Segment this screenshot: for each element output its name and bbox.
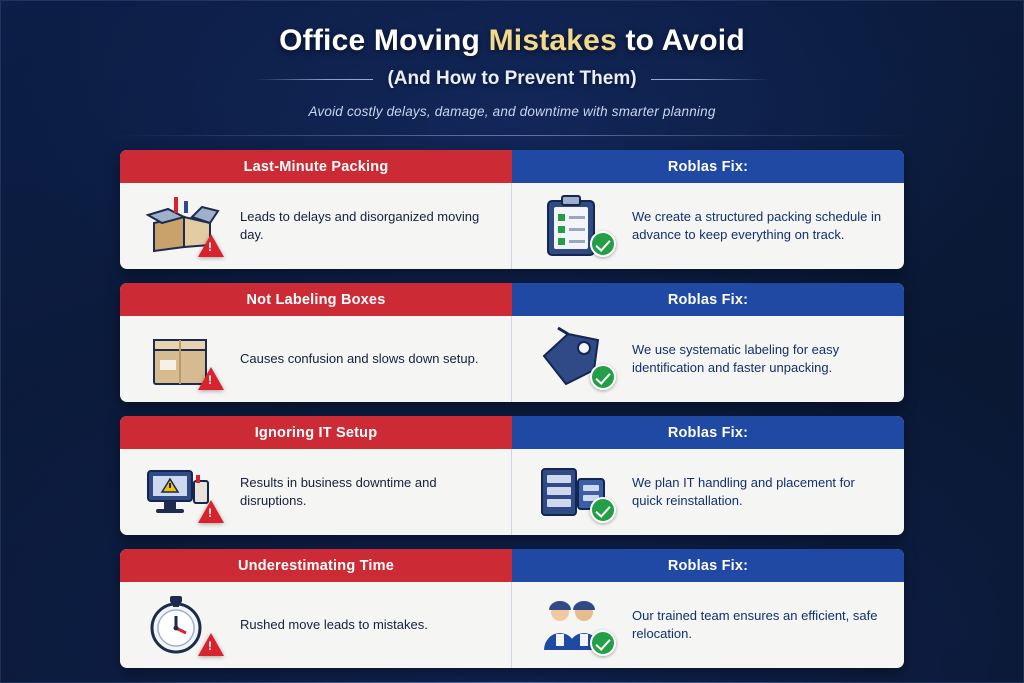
fix-title: Roblas Fix: [512, 416, 904, 449]
comparison-rows [14, 150, 1010, 668]
green-check-icon [590, 231, 616, 257]
fix-title: Roblas Fix: [512, 549, 904, 582]
title-part-2: to Avoid [616, 24, 745, 57]
row-body [120, 316, 904, 402]
row-header [120, 283, 904, 316]
price-tag-icon [532, 326, 618, 392]
server-rack-icon [532, 459, 618, 525]
mistake-cell [120, 449, 512, 535]
fix-text: We use systematic labeling for easy identification and faster unpacking. [632, 341, 840, 375]
mistake-title: Ignoring IT Setup [120, 416, 512, 449]
warning-triangle-icon [198, 367, 224, 390]
comparison-row [120, 150, 904, 269]
fix-cell [512, 582, 904, 668]
computer-monitor-icon [140, 459, 226, 525]
fix-title: Roblas Fix: [512, 150, 904, 183]
subtitle-row [14, 68, 1010, 90]
cardboard-box-icon [140, 326, 226, 392]
warning-triangle-icon [198, 500, 224, 523]
fix-text: Our trained team ensures an efficient, safe relocation. [632, 607, 878, 641]
title-highlight: Mistakes [488, 24, 617, 57]
green-check-icon [590, 497, 616, 523]
comparison-row [120, 549, 904, 668]
mistake-title: Not Labeling Boxes [120, 283, 512, 316]
fix-text: We plan IT handling and placement for quick reinstallation. [632, 474, 855, 508]
page-tagline: Avoid costly delays, damage, and downtime with smarter planning [308, 104, 716, 119]
clipboard-checklist-icon [532, 193, 618, 259]
mistake-cell [120, 582, 512, 668]
mistake-text: Results in business downtime and disruptions. [240, 474, 437, 508]
header-bottom-divider [112, 135, 912, 136]
row-header [120, 416, 904, 449]
movers-team-icon [532, 592, 618, 658]
row-body [120, 449, 904, 535]
mistake-text: Rushed move leads to mistakes. [240, 616, 428, 632]
mistake-title: Last-Minute Packing [120, 150, 512, 183]
fix-title: Roblas Fix: [512, 283, 904, 316]
mistake-text: Leads to delays and disorganized moving day. [240, 208, 480, 242]
divider-left [255, 79, 373, 80]
header [14, 14, 1010, 136]
comparison-row [120, 416, 904, 535]
fix-cell [512, 316, 904, 402]
mistake-cell [120, 183, 512, 269]
green-check-icon [590, 364, 616, 390]
divider-right [651, 79, 769, 80]
row-body [120, 582, 904, 668]
warning-triangle-icon [198, 234, 224, 257]
green-check-icon [590, 630, 616, 656]
fix-text: We create a structured packing schedule in advance to keep everything on track. [632, 208, 882, 242]
mistake-text: Causes confusion and slows down setup. [240, 350, 479, 366]
mistake-title: Underestimating Time [120, 549, 512, 582]
fix-cell [512, 183, 904, 269]
warning-triangle-icon [198, 633, 224, 656]
row-header [120, 549, 904, 582]
row-body [120, 183, 904, 269]
page-subtitle: (And How to Prevent Them) [387, 68, 637, 89]
fix-cell [512, 449, 904, 535]
title-part-1: Office Moving [279, 24, 489, 57]
page-title [14, 24, 1010, 58]
open-box-icon [140, 193, 226, 259]
comparison-row [120, 283, 904, 402]
stopwatch-icon [140, 592, 226, 658]
mistake-cell [120, 316, 512, 402]
row-header [120, 150, 904, 183]
